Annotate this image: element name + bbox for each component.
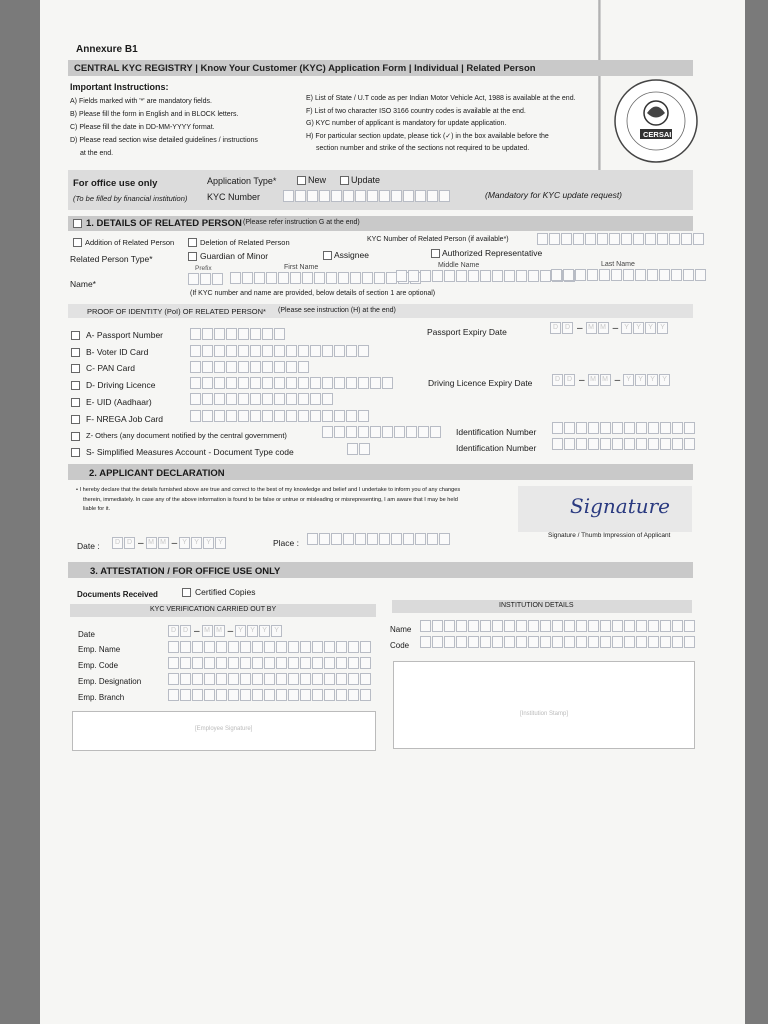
passport-expiry-label: Passport Expiry Date	[427, 327, 507, 337]
section3-title: 3. ATTESTATION / FOR OFFICE USE ONLY	[90, 566, 281, 577]
emp-code-field[interactable]	[168, 657, 372, 669]
others-id-number-field[interactable]	[552, 422, 696, 434]
instructions-heading: Important Instructions:	[70, 82, 169, 92]
instruction-h-cont: section number and strike of the sections not required to be updated.	[316, 145, 530, 152]
uid-field[interactable]	[190, 393, 334, 405]
poi-title: PROOF OF IDENTITY (PoI) OF RELATED PERSON*	[87, 307, 266, 316]
person-type-label: Related Person Type*	[70, 254, 153, 264]
others-id-number-label: Identification Number	[456, 427, 537, 437]
office-use-label: For office use only	[73, 178, 158, 189]
instructions-left	[70, 95, 258, 160]
institution-name-field[interactable]	[420, 620, 696, 632]
form-sheet	[40, 0, 745, 1024]
guardian-checkbox[interactable]	[188, 252, 197, 261]
instruction-g: G) KYC number of applicant is mandatory for update application.	[306, 120, 507, 127]
uid-label: E- UID (Aadhaar)	[86, 397, 152, 407]
simplified-label: S- Simplified Measures Account - Document Type code	[86, 447, 294, 457]
addition-label: Addition of Related Person	[85, 238, 175, 247]
kyc-date-label: Date	[78, 630, 95, 639]
instruction-c: C) Please fill the date in DD-MM-YYYY format.	[70, 124, 215, 131]
addition-checkbox[interactable]	[73, 238, 82, 247]
kyc-verification-title: KYC VERIFICATION CARRIED OUT BY	[150, 606, 277, 613]
middle-name-label: Middle Name	[438, 262, 480, 269]
emp-name-field[interactable]	[168, 641, 372, 653]
emp-branch-label: Emp. Branch	[78, 693, 125, 702]
first-name-field[interactable]	[230, 272, 422, 284]
driving-licence-checkbox[interactable]	[71, 381, 80, 390]
dl-expiry-field[interactable]: D D – M M – Y Y Y Y	[552, 374, 671, 386]
annexure-label: Annexure B1	[76, 44, 138, 55]
nrega-field[interactable]	[190, 410, 370, 422]
cersai-logo: CERSAI	[613, 78, 699, 164]
instructions-right	[306, 93, 616, 156]
update-checkbox[interactable]	[340, 176, 349, 185]
update-label: Update	[351, 175, 381, 185]
assignee-checkbox[interactable]	[323, 251, 332, 260]
institution-code-label: Code	[390, 641, 410, 650]
instruction-d: D) Please read section wise detailed guidelines / instructions	[70, 137, 258, 144]
place-label: Place :	[273, 538, 299, 548]
voter-id-checkbox[interactable]	[71, 348, 80, 357]
deletion-label: Deletion of Related Person	[200, 238, 290, 247]
new-checkbox[interactable]	[297, 176, 306, 185]
name-optional-note: (If KYC number and name are provided, below details of section 1 are optional)	[190, 290, 436, 297]
documents-received-label: Documents Received	[77, 590, 158, 599]
authorized-rep-label: Authorized Representative	[442, 248, 543, 258]
pan-label: C- PAN Card	[86, 363, 135, 373]
section1-update-checkbox[interactable]	[73, 219, 82, 228]
voter-id-label: B- Voter ID Card	[86, 347, 149, 357]
pan-checkbox[interactable]	[71, 364, 80, 373]
application-type-label: Application Type*	[207, 176, 277, 186]
place-field[interactable]	[307, 533, 451, 545]
certified-copies-checkbox[interactable]	[182, 588, 191, 597]
institution-stamp-box[interactable]	[393, 661, 695, 749]
assignee-label: Assignee	[334, 250, 369, 260]
prefix-field[interactable]	[188, 273, 224, 285]
declaration-date-field[interactable]: D D – M M – Y Y Y Y	[112, 537, 227, 549]
uid-checkbox[interactable]	[71, 398, 80, 407]
certified-copies-label: Certified Copies	[195, 587, 256, 597]
driving-licence-field[interactable]	[190, 377, 394, 389]
passport-field[interactable]	[190, 328, 286, 340]
driving-licence-label: D- Driving Licence	[86, 380, 156, 390]
last-name-field[interactable]	[551, 269, 707, 281]
kyc-mandatory-note: (Mandatory for KYC update request)	[485, 190, 623, 200]
instruction-e: E) List of State / U.T code as per Indian Motor Vehicle Act, 1988 is available at the end.	[306, 95, 576, 102]
name-label: Name*	[70, 279, 96, 289]
applicant-signature: Signature	[570, 494, 671, 518]
first-name-label: First Name	[284, 264, 319, 271]
nrega-label: F- NREGA Job Card	[86, 414, 163, 424]
section1-title: 1. DETAILS OF RELATED PERSON	[86, 218, 242, 229]
dl-expiry-label: Driving Licence Expiry Date	[428, 378, 533, 388]
document-type-code-field[interactable]	[347, 443, 371, 455]
signature-caption: Signature / Thumb Impression of Applicant	[548, 532, 671, 539]
simplified-checkbox[interactable]	[71, 448, 80, 457]
nrega-checkbox[interactable]	[71, 415, 80, 424]
last-name-label: Last Name	[601, 261, 635, 268]
emp-designation-label: Emp. Designation	[78, 677, 142, 686]
authorized-rep-checkbox[interactable]	[431, 249, 440, 258]
declaration-date-label: Date :	[77, 541, 100, 551]
emp-name-label: Emp. Name	[78, 645, 121, 654]
kyc-date-field[interactable]: D D – M M – Y Y Y Y	[168, 625, 283, 637]
simplified-id-number-field[interactable]	[552, 438, 696, 450]
institution-name-label: Name	[390, 625, 412, 634]
emp-code-label: Emp. Code	[78, 661, 119, 670]
section1-note: (Please refer instruction G at the end)	[243, 219, 360, 226]
kyc-number-field[interactable]	[283, 190, 451, 202]
institution-stamp-caption: [Institution Stamp]	[520, 711, 569, 717]
form-title: CENTRAL KYC REGISTRY | Know Your Customer (KYC) Application Form | Individual | Related Person	[74, 63, 536, 74]
instruction-f: F) List of two character ISO 3166 country codes is available at the end.	[306, 107, 526, 115]
emp-designation-field[interactable]	[168, 673, 372, 685]
declaration-text: • I hereby declare that the details furnished above are true and correct to the best of my knowledge and belief and I undertake to inform you of any changes therein, immediately. In case any of the above information is found to be false or untrue or misleading or misrepresenting, I am aware that I may be held liable for it.	[76, 487, 461, 512]
prefix-label: Prefix	[195, 265, 212, 272]
others-checkbox[interactable]	[71, 432, 80, 441]
others-field[interactable]	[322, 426, 442, 438]
poi-note: (Please see instruction (H) at the end)	[278, 307, 396, 314]
office-use-sublabel: (To be filled by financial institution)	[73, 194, 188, 203]
passport-checkbox[interactable]	[71, 331, 80, 340]
pan-field[interactable]	[190, 361, 310, 373]
instruction-b: B) Please fill the form in English and in BLOCK letters.	[70, 111, 239, 118]
others-label: Z- Others (any document notified by the central government)	[86, 431, 287, 440]
deletion-checkbox[interactable]	[188, 238, 197, 247]
related-kyc-field[interactable]	[537, 233, 705, 245]
kyc-number-label: KYC Number	[207, 192, 261, 202]
new-label: New	[308, 175, 327, 185]
middle-name-field[interactable]	[396, 270, 576, 282]
employee-signature-caption: [Employee Signature]	[195, 726, 253, 732]
section2-title: 2. APPLICANT DECLARATION	[89, 468, 225, 479]
passport-label: A- Passport Number	[86, 330, 163, 340]
passport-expiry-field[interactable]: D D – M M – Y Y Y Y	[550, 322, 669, 334]
institution-details-title: INSTITUTION DETAILS	[499, 602, 574, 609]
related-kyc-label: KYC Number of Related Person (if available*)	[367, 236, 509, 243]
instruction-d-cont: at the end.	[80, 150, 114, 157]
simplified-id-number-label: Identification Number	[456, 443, 537, 453]
instruction-h: H) For particular section update, please tick (✓) in the box available before the	[306, 132, 549, 140]
instruction-a: A) Fields marked with '*' are mandatory fields.	[70, 98, 212, 105]
institution-code-field[interactable]	[420, 636, 696, 648]
emp-branch-field[interactable]	[168, 689, 372, 701]
guardian-label: Guardian of Minor	[200, 251, 269, 261]
voter-id-field[interactable]	[190, 345, 370, 357]
